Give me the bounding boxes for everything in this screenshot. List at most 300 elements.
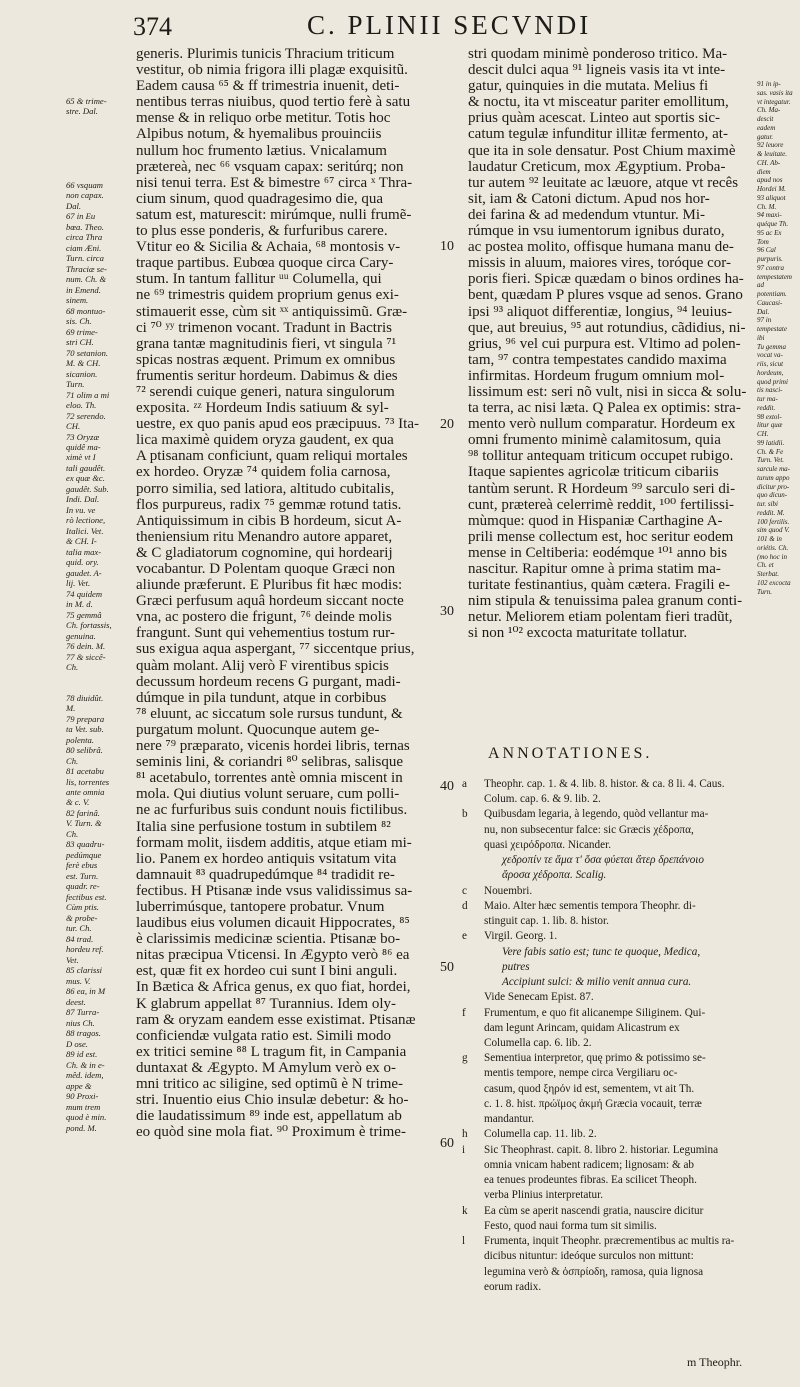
text-line: cium sinum, quod quadragesimo die, qua — [136, 190, 384, 207]
annotation-letter — [462, 1066, 484, 1081]
annotation-letter: l — [462, 1235, 466, 1248]
annotation-item — [462, 899, 754, 914]
margin-note: bœa. Theo. — [66, 221, 104, 232]
annotation-item — [462, 1066, 754, 1081]
annotation-text: dicibus nituntur: ideóque surculos non mittunt: — [484, 1250, 694, 1263]
annotation-text: quasi χειρόδροπα. Nicander. — [484, 838, 611, 851]
text-line: prius quàm acescat. Linteo aut sportis sic- — [468, 110, 721, 127]
text-line: descit dulci aqua ⁹¹ ligneis vasis ita vt inte- — [468, 62, 726, 79]
margin-note: quo dicun- — [757, 491, 788, 500]
margin-note: eloo. Th. — [66, 400, 97, 411]
margin-note: 76 dein. M. — [66, 641, 106, 652]
text-line: omni frumento minimè calamitosum, quia — [468, 432, 721, 449]
annotation-text: mandantur. — [484, 1113, 535, 1126]
margin-note: 89 id est. — [66, 1049, 98, 1060]
margin-note: Dal. — [66, 200, 82, 211]
annotation-letter — [462, 853, 484, 868]
margin-note: quadr. re- — [66, 881, 100, 892]
text-line: nentibus terras niuibus, quod tertio ferè à satu — [136, 94, 411, 111]
margin-note: oriétis. Ch. — [757, 543, 789, 552]
margin-note: & leuitate. — [757, 150, 787, 158]
text-line: netur. Meliorem etiam polentam fieri tradũt, — [468, 609, 733, 626]
margin-note: ferè ebus — [66, 860, 98, 871]
annotation-item — [462, 1143, 754, 1158]
margin-note: mus. V. — [66, 975, 91, 986]
text-line: exposita. ᶻᶻ Hordeum Indis satiuum & syl- — [136, 400, 389, 417]
line-number: 40 — [440, 779, 454, 794]
annotations-heading: ANNOTATIONES. — [488, 745, 653, 762]
text-line: Vtitur eo & Sicilia & Achaia, ⁶⁸ montosis v- — [136, 239, 401, 256]
margin-note: 100 fertilis. — [757, 517, 790, 526]
margin-note: 96 Cal — [757, 246, 776, 255]
margin-note: quod è min. — [66, 1112, 107, 1123]
annotation-text: Colum. cap. 6. & 9. lib. 2. — [484, 793, 601, 806]
annotation-item — [462, 1006, 754, 1021]
annotation-item — [462, 960, 754, 975]
text-line: si non ¹⁰² excocta maturitate tollatur. — [468, 625, 688, 642]
annotation-letter — [462, 1036, 484, 1051]
margin-note: Indi. Dal. — [66, 494, 100, 505]
annotation-letter: d — [462, 899, 468, 912]
annotation-letter — [462, 1097, 484, 1112]
margin-note: apud nos — [757, 176, 783, 185]
text-line: Italia sine perfusione tostum in subtilem ⁸² — [136, 818, 391, 835]
text-line: stum. In tantum fallitur ᵘᵘ Columella, qui — [136, 271, 382, 288]
text-line: missis in aluum, maiores vires, toróque cor- — [468, 255, 731, 272]
annotation-text: Quibusdam legaria, à legendo, quòd vellantur ma- — [484, 808, 709, 821]
line-number: 50 — [440, 960, 454, 975]
text-line: laudibus eius volumen dicauit Hippocrates, ⁸⁵ — [136, 915, 410, 932]
margin-note: Cùm ptis. — [66, 902, 99, 913]
margin-note: 69 trime- — [66, 326, 98, 337]
margin-note: Ch. fortassis, — [66, 620, 112, 631]
margin-note: CH. Ab- — [757, 158, 781, 167]
margin-note: stre. Dal. — [66, 106, 98, 117]
text-line: conficiendæ vulgata ratio est. Simili modo — [136, 1027, 391, 1044]
margin-note: appe & — [66, 1080, 92, 1091]
margin-note: 68 montuo- — [66, 305, 106, 316]
text-line: mni tritico ac siligine, sed optimũ è N trime- — [136, 1076, 404, 1092]
text-line: poris fieri. Spicæ quædam o binos ordines ha- — [468, 271, 744, 288]
annotation-item — [462, 1204, 754, 1219]
annotation-letter — [462, 914, 484, 929]
annotation-text: Virgil. Georg. 1. — [484, 930, 558, 943]
margin-note: Dal. — [757, 307, 770, 316]
text-line: mento verò nullum comparatur. Hordeum ex — [468, 416, 736, 433]
margin-note: purpuris. — [757, 255, 783, 263]
annotation-item — [462, 929, 754, 944]
text-line: nascitur. Rapitur omne à prima statim ma- — [468, 561, 721, 577]
margin-note: 87 Turra- — [66, 1007, 100, 1018]
annotation-text: ea tenues prodeuntes fibras. Ea scilicet Theoph. — [484, 1174, 697, 1187]
margin-note: tempestatem — [757, 272, 792, 281]
margin-note: Ch. — [66, 828, 79, 839]
text-line: Alpibus notum, & hyemalibus prouinciis — [136, 126, 382, 143]
margin-note: 91 in ip- — [757, 80, 781, 88]
margin-note: sinem. — [66, 295, 89, 306]
margin-note: vt integatur. — [757, 97, 791, 106]
margin-note: genuina. — [66, 630, 96, 641]
margin-note: (mo hoc in — [757, 552, 787, 561]
annotation-letter: h — [462, 1128, 468, 1141]
margin-note: 86 ea, in M — [66, 986, 106, 997]
annotation-letter — [462, 1082, 484, 1097]
margin-note: Italici. Vet. — [66, 525, 104, 536]
text-line: sus exigua aqua aspergant, ⁷⁷ siccentque prius, — [136, 641, 415, 658]
margin-note: Ch. & in e- — [66, 1059, 105, 1070]
text-line: ne ⁶⁹ trimestris quidem proprium genus exi- — [136, 287, 399, 304]
margin-note: sas. vasis ita — [757, 88, 793, 97]
margin-note: hordeu ref. — [66, 944, 104, 955]
text-line: stri quodam minimè ponderoso tritico. Ma- — [468, 46, 728, 62]
margin-note: Thraciæ se- — [66, 263, 107, 274]
margin-note: sis. Ch. — [66, 316, 92, 327]
text-line: fectibus. H Ptisanæ inde vsus validissimus sa- — [136, 882, 413, 899]
margin-note: 92 leuore — [757, 141, 784, 150]
margin-note: 74 quidem — [66, 588, 103, 599]
annotation-text: Columella cap. 6. lib. 2. — [484, 1036, 592, 1049]
margin-note: Tom — [757, 237, 769, 246]
annotation-letter — [462, 1249, 484, 1264]
text-line: nisi tenui terra. Est & bimestre ⁶⁷ circa ˣ Thra- — [136, 174, 413, 191]
annotation-text: Vide Senecam Epist. 87. — [484, 991, 594, 1004]
annotation-item — [462, 1188, 754, 1203]
margin-note: ante omnia — [66, 787, 105, 797]
margin-note: 88 tragos. — [66, 1028, 101, 1039]
margin-note: pedúmque — [66, 849, 102, 860]
annotation-letter — [462, 838, 484, 853]
annotation-item — [462, 1082, 754, 1097]
annotation-text: Maio. Alter hæc sementis tempora Theophr. di- — [484, 899, 696, 912]
margin-note: mêd. idem, — [66, 1070, 104, 1081]
annotation-text: Sementiua interpretor, quę primo & potissimo se- — [484, 1052, 706, 1065]
text-line: ci ⁷⁰ ʸʸ trimenon vocant. Tradunt in Bactris — [136, 319, 392, 336]
text-line: laudatur Creticum, mox Ægyptium. Proba- — [468, 158, 726, 175]
text-line: est, quæ fit ex hordeo cui sunt I bini anguli. — [136, 963, 398, 980]
annotation-text: Nouembri. — [484, 884, 533, 897]
margin-note: & CH. I- — [66, 536, 97, 547]
annotation-text: stinguit cap. 1. lib. 8. histor. — [484, 915, 609, 928]
annotation-text: omnia vnicam habent radicem; lignosam: & ab — [484, 1158, 695, 1171]
margin-note: Ch. Ma- — [757, 106, 781, 115]
annotation-letter: e — [462, 930, 467, 943]
text-line: seminis lini, & coriandri ⁸⁰ selibras, salisque — [136, 754, 404, 771]
annotation-item — [462, 807, 754, 822]
margin-note: turum appo — [757, 473, 790, 482]
margin-note: Turn. circa — [66, 253, 104, 264]
margin-note: 102 excocta — [757, 578, 791, 587]
margin-note: Ch. — [66, 662, 79, 673]
annotation-item — [462, 1173, 754, 1188]
margin-note: pond. M. — [66, 1122, 97, 1133]
text-line: cunt, prætereà celerrimè reddit, ¹⁰⁰ fertilissi- — [468, 496, 735, 513]
annotation-letter — [462, 1188, 484, 1203]
annotation-item — [462, 777, 754, 792]
text-line: frumentis seritur hordeum. Dabimus & dies — [136, 367, 398, 384]
margin-note: deest. — [66, 996, 86, 1007]
annotation-item — [462, 823, 754, 838]
margin-note: M. — [66, 703, 76, 714]
margin-note: nius Ch. — [66, 1017, 95, 1028]
margin-note — [66, 159, 128, 169]
margin-note: 93 aliquot — [757, 193, 786, 202]
annotation-item — [462, 1265, 754, 1280]
margin-note: Ch. — [66, 755, 79, 766]
text-line: tam, ⁹⁷ contra tempestates candido maxima — [468, 351, 727, 368]
annotation-letter — [462, 868, 484, 883]
annotation-letter: i — [462, 1143, 466, 1156]
margin-note: ximè vt I — [66, 452, 96, 463]
margin-note: sim quod V. — [757, 526, 790, 535]
margin-note — [66, 117, 128, 127]
margin-note: 80 selibrâ. — [66, 745, 103, 756]
text-line: theniensium ritu Menandro autore apparet, — [136, 528, 393, 545]
annotation-letter — [462, 975, 484, 990]
margin-note: dicitur pro- — [757, 482, 790, 491]
annotation-text: Frumentum, e quo fit alicanempe Siliginem. Qui- — [484, 1006, 706, 1019]
margin-note: tur. sibi — [757, 500, 779, 508]
text-line: spicas nostras æquent. Primum ex omnibus — [136, 351, 396, 368]
annotation-item — [462, 1097, 754, 1112]
text-line: ⁸¹ acetabulo, torrentes antè omnia miscent in — [136, 770, 403, 787]
annotation-letter: k — [462, 1204, 468, 1217]
margin-note: Tu gemma — [757, 342, 786, 351]
annotation-item — [462, 1158, 754, 1173]
margin-note: CH. — [757, 430, 769, 438]
text-line: luberrimúsque, tantopere probatur. Vnum — [136, 898, 385, 915]
margin-note: non capax. — [66, 190, 104, 201]
annotation-letter — [462, 1112, 484, 1127]
annotation-letter: b — [462, 808, 468, 821]
text-line: duntaxat & Ægypto. M Amylum verò ex o- — [136, 1059, 396, 1076]
margin-note: 75 gemmâ — [66, 609, 102, 620]
margin-note: quidê ma- — [66, 441, 101, 452]
annotation-letter — [462, 823, 484, 838]
text-line: tantùm serunt. R Hordeum ⁹⁹ sarculo seri di- — [468, 480, 736, 497]
margin-note: 66 vsquam — [66, 179, 103, 190]
margin-note: 98 extol- — [757, 412, 782, 421]
text-line: Antiquissimum in cibis B hordeum, sicut A- — [136, 512, 402, 529]
text-line: ipsi ⁹³ aliquot differentiæ, longius, ⁹⁴ leuius- — [468, 303, 733, 320]
margin-note: V. Turn. & — [66, 818, 102, 829]
annotation-item — [462, 838, 754, 853]
margin-note: ta Vet. sub. — [66, 724, 104, 735]
margin-note: 81 acetabu — [66, 766, 104, 777]
annotation-letter — [462, 1021, 484, 1036]
margin-note: Vet. — [66, 954, 79, 965]
annotation-text: Festo, quod naui forma tum sit similis. — [484, 1219, 657, 1232]
margin-note: sicanion. — [66, 368, 98, 379]
annotation-text: casum, quod ξηρόν id est, sementem, vt ait Th. — [484, 1082, 695, 1095]
margin-note: 82 farinâ. — [66, 807, 100, 818]
text-line: quàm molant. Alij verò F virentibus spicis — [136, 657, 389, 674]
annotation-item — [462, 1021, 754, 1036]
annotation-text: Theophr. cap. 1. & 4. lib. 8. histor. & ca. 8 li. 4. Caus. — [484, 778, 725, 790]
annotation-letter: c — [462, 884, 467, 897]
margin-note: & probe- — [66, 912, 98, 923]
annotation-text: ἄροσα χέδροπα. Scalig. — [502, 869, 607, 882]
margin-note: tali gaudêt. — [66, 462, 106, 473]
margin-note: tempestate — [757, 325, 787, 333]
annotation-item — [462, 1036, 754, 1051]
annotation-text: legumina verò & ὀσπρίοδη, ramosa, quia lignosa — [484, 1265, 704, 1278]
left-margin-notes — [66, 96, 128, 1133]
margin-note — [66, 169, 128, 179]
annotation-letter — [462, 1173, 484, 1188]
text-line: lica maximè quidem oryza gaudent, ex qua — [136, 432, 394, 449]
margin-note: 67 in Eu — [66, 211, 96, 222]
margin-note: 84 trad. — [66, 933, 94, 944]
text-line: vocabantur. D Polentam quoque Græci non — [136, 561, 396, 577]
annotation-item — [462, 1127, 754, 1142]
margin-note: gatur. — [757, 132, 774, 141]
margin-note: tur. Ch. — [66, 923, 92, 934]
text-line: ac postea molito, offisque humana manu de- — [468, 239, 734, 256]
text-line: bent, quædam P plures vsque ad senos. Grano — [468, 287, 743, 304]
margin-note: ibi — [757, 333, 765, 342]
annotation-letter — [462, 1158, 484, 1173]
margin-note: lij. Vet. — [66, 578, 91, 589]
margin-note: circa Thra — [66, 232, 103, 243]
margin-note: 73 Oryzæ — [66, 431, 100, 442]
margin-note: polenta. — [66, 734, 94, 745]
line-number: 60 — [440, 1136, 454, 1151]
annotation-text: Ea cùm se aperit nascendi gratia, nauscire dicitur — [484, 1204, 704, 1217]
text-line: & noctu, ita vt misceatur pariter emollitum, — [468, 94, 729, 111]
annotation-item — [462, 884, 754, 899]
margin-note: 97 contra — [757, 263, 785, 272]
text-line: dúmque in pila tundunt, atque in corbibus — [136, 689, 387, 706]
text-line: satum est, maturescit: mirúmque, nulli frumẽ- — [136, 206, 412, 223]
margin-note: Caucasi- — [757, 298, 783, 307]
margin-note: sarcule ma- — [757, 465, 790, 473]
margin-note: talia max- — [66, 546, 102, 557]
text-line: ⁷⁸ eluunt, ac siccatum sole rursus tundunt, & — [136, 705, 403, 722]
margin-note: 71 olim a mi — [66, 389, 110, 400]
annotation-item — [462, 945, 754, 960]
margin-note: Ch. M. — [757, 202, 777, 211]
annotation-letter — [462, 960, 484, 975]
margin-note: 90 Proxi- — [66, 1091, 99, 1102]
annotation-text: dam legunt Arincam, quidam Alicastrum ex — [484, 1021, 680, 1034]
text-line: gatur, quinquies in die mutata. Melius fi — [468, 78, 709, 95]
margin-note: 101 & in — [757, 535, 782, 543]
margin-note: litur quæ — [757, 421, 783, 430]
text-line: eo quòd sine mola fiat. ⁹⁰ Proximum è trime- — [136, 1124, 406, 1141]
annotation-letter — [462, 1280, 484, 1295]
margin-note: 95 ac Ex — [757, 228, 782, 237]
annotation-item — [462, 1234, 754, 1249]
text-line: to plus esse ponderis, & furfuribus carere. — [136, 223, 388, 240]
text-line: frangunt. Sunt qui vehementius tostum rur- — [136, 625, 395, 642]
text-line: traque partibus. Eubœa quoque circa Cary- — [136, 255, 394, 272]
text-line: è clarissimis medicinæ scientia. Ptisanæ bo- — [136, 931, 401, 948]
text-line: generis. Plurimis tunicis Thracium triticum — [136, 46, 395, 62]
margin-note: 99 latidii. — [757, 438, 785, 447]
margin-note: reddit. M. — [757, 508, 785, 517]
text-line: turitate festinantius, quàm cætera. Fragili e- — [468, 577, 731, 594]
text-line: nullum hoc frumento lætius. Vnicalamum — [136, 142, 387, 159]
text-line: In Bætica & Africa genus, ex quo fiat, hordei, — [136, 979, 411, 996]
margin-note: num. Ch. & — [66, 274, 107, 285]
margin-note: reddit. — [757, 403, 776, 412]
margin-note: ad — [757, 281, 764, 290]
margin-note: quid. ory. — [66, 557, 99, 568]
text-line: porro similia, sed latiora, altitudo cubitalis, — [136, 480, 395, 497]
margin-note: 83 quadru- — [66, 839, 105, 850]
line-number: 30 — [440, 604, 454, 619]
main-text-column-right — [468, 46, 753, 641]
text-line: damnauit ⁸³ quadrupedúmque ⁸⁴ tradidit re- — [136, 866, 395, 883]
text-line: tur autem ⁹² leuitate ac læuore, atque vt recês — [468, 174, 739, 191]
text-line: lio. Panem ex hordeo antiquis vsitatum vita — [136, 850, 397, 867]
text-line: nitas præcipua Vticensi. In Ægypto verò ⁸⁶ ea — [136, 947, 410, 964]
text-line: grius, ⁹⁶ vel cui purpura est. Vltimo ad polen- — [468, 335, 741, 352]
annotation-item — [462, 1112, 754, 1127]
margin-note: Sterbat. — [757, 570, 779, 578]
annotations-list — [462, 777, 754, 1295]
text-line: stimauerit esse, cùm sit ˣˣ antiquissimũ. Græ- — [136, 303, 408, 320]
annotation-item — [462, 1280, 754, 1295]
margin-note: Turn. Vet. — [757, 456, 785, 465]
text-line: ram & oryzam eandem esse existimat. Ptisanæ — [136, 1011, 416, 1028]
margin-note: fectibus est. — [66, 891, 107, 902]
margin-note: eadem — [757, 123, 776, 132]
text-line: stri. Inuentio eius Chio insulæ debetur: & ho- — [136, 1092, 409, 1109]
text-line: prætereà, nec ⁶⁶ vsquam capax: seritúrq; non — [136, 158, 404, 175]
text-line: ⁷² serendi cuique generi, natura singulorum — [136, 383, 395, 400]
margin-note: rò lectione, — [66, 515, 106, 526]
margin-note: hordeum, — [757, 368, 784, 377]
margin-spacer — [66, 673, 128, 693]
text-line: prili mense collectum est, hoc seritur eodem — [468, 528, 734, 545]
margin-note: Turn. — [66, 379, 85, 390]
text-line: que ita in sole densatur. Post Chium maximè — [468, 142, 736, 159]
text-line: decussum hordeum recens G purgant, madi- — [136, 673, 401, 690]
text-line: flos purpureus, radix ⁷⁵ gemmæ rotund tatis. — [136, 496, 402, 513]
catchword: m Theophr. — [687, 1355, 743, 1369]
margin-note: CH. — [66, 421, 81, 432]
annotation-text: c. 1. 8. hist. πρώϊμος ἀκμή Græcia vocauit, terræ — [484, 1097, 702, 1110]
text-line: ex hordeo. Oryzæ ⁷⁴ quidem folia carnosa, — [136, 464, 391, 481]
text-line: vestitur, ob nimia frigora illi plagæ exquisitũ. — [136, 62, 408, 79]
margin-note: 70 setanion. — [66, 347, 109, 358]
annotation-letter — [462, 945, 484, 960]
running-title: C. PLINII SECVNDI — [307, 10, 592, 40]
margin-note: tis nasci- — [757, 386, 783, 395]
margin-note: potentiam. — [757, 290, 787, 298]
right-margin-notes — [757, 80, 797, 596]
margin-note: & c. V. — [66, 797, 90, 808]
text-line: ne ac furfuribus suis condunt nouis fictilibus. — [136, 802, 408, 819]
annotation-text: mentis tempore, nempe circa Vergiliaru oc- — [484, 1067, 678, 1080]
annotation-text: Sic Theophrast. capit. 8. libro 2. historiar. Legumina — [484, 1143, 719, 1156]
text-line: die laudatissimum ⁸⁹ inde est, appellatum ab — [136, 1108, 402, 1125]
margin-note: 94 maxi- — [757, 211, 782, 220]
text-line: mense & in reliquo orbe metitur. Totis hoc — [136, 110, 391, 127]
text-line: Itaque sapientes agricolæ triticum cibariis — [468, 464, 719, 481]
annotation-letter — [462, 1265, 484, 1280]
text-line: vna, ac postero die frigunt, ⁷⁶ deinde molis — [136, 609, 392, 626]
annotation-item — [462, 914, 754, 929]
margin-note: ex quæ &c. — [66, 473, 105, 484]
text-line: ta terra, ac nisi læta. Q Palea ex optimis: stra- — [468, 400, 741, 417]
margin-note: In vu. ve — [66, 504, 96, 515]
margin-note: in Emend. — [66, 284, 101, 295]
text-line: catum tegulæ infunditur illitæ fermento, at- — [468, 126, 728, 143]
margin-note: gaudêt. Sub. — [66, 483, 109, 494]
text-line: lissimum est: seri nõ vult, nisi in sicca & solu- — [468, 383, 747, 400]
